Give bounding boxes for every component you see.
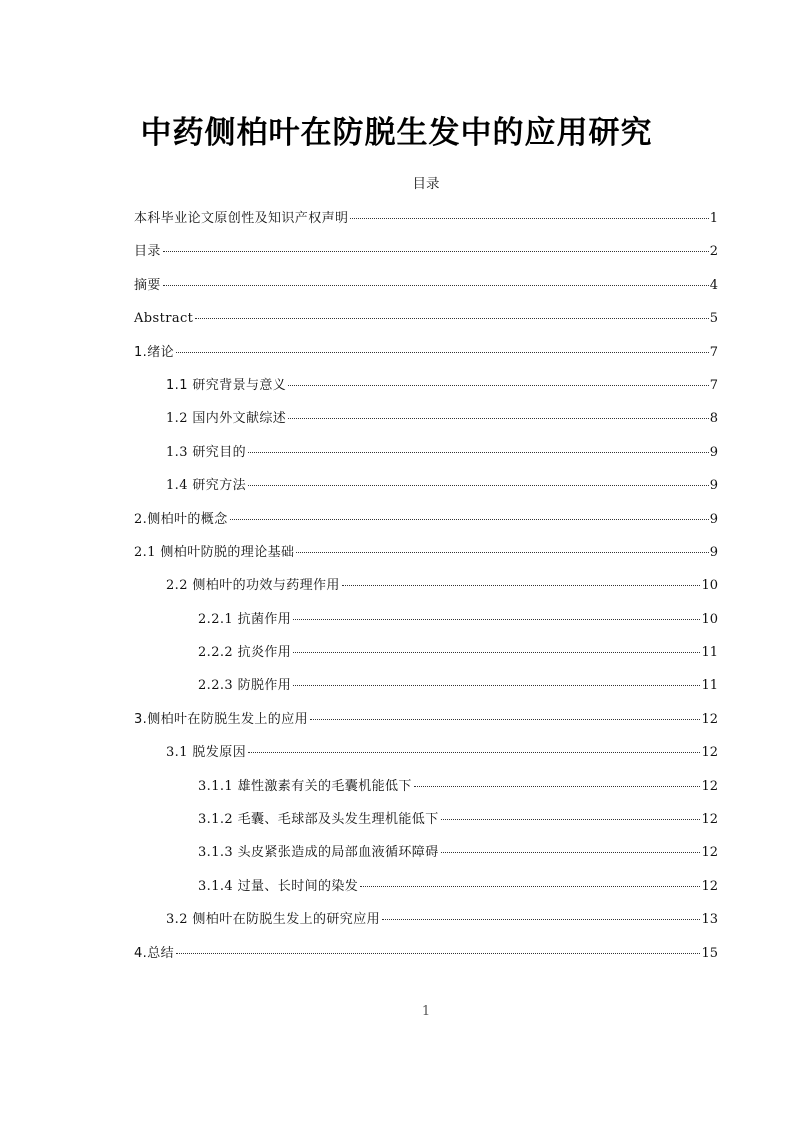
toc-dot-leader [163,285,709,286]
document-title: 中药侧柏叶在防脱生发中的应用研究 [140,114,653,151]
toc-entry[interactable] [134,607,718,640]
toc-dot-leader [288,385,709,386]
toc-entry[interactable] [134,840,718,873]
toc-entry[interactable] [134,507,718,540]
toc-dot-leader [414,786,701,787]
toc-entry[interactable] [134,640,718,673]
toc-entry-label: 3.侧柏叶在防脱生发上的应用 [134,711,309,727]
toc-entry[interactable] [134,473,718,506]
toc-dot-leader [293,652,700,653]
toc-entry[interactable] [134,807,718,840]
page-number: 1 [421,1004,431,1019]
toc-entry[interactable] [134,273,718,306]
toc-entry-page-number: 7 [709,344,718,360]
toc-entry-label: 目录 [134,244,161,260]
toc-dot-leader [382,919,700,920]
toc-dot-leader [350,218,708,219]
toc-dot-leader [230,519,709,520]
toc-entry-page-number: 5 [709,311,718,327]
toc-entry-page-number: 7 [709,377,718,393]
toc-entry[interactable] [134,774,718,807]
toc-entry-page-number: 9 [709,544,718,560]
toc-entry-label: 3.1 脱发原因 [166,745,247,761]
toc-entry-label: 2.1 侧柏叶防脱的理论基础 [134,544,295,560]
toc-entry-page-number: 12 [701,778,718,794]
toc-entry-label: 3.1.2 毛囊、毛球部及头发生理机能低下 [198,812,439,828]
toc-dot-leader [176,953,700,954]
toc-entry-label: 2.2.2 抗炎作用 [198,645,292,661]
toc-entry-page-number: 8 [709,411,718,427]
toc-entry-label: 2.2.3 防脱作用 [198,678,292,694]
toc-entry-page-number: 1 [709,211,718,226]
toc-heading: 目录 [412,176,440,192]
toc-entry-label: 1.2 国内外文献综述 [166,411,287,427]
toc-entry[interactable] [134,406,718,439]
toc-entry-label: 1.绪论 [134,344,175,360]
toc-entry-label: 本科毕业论文原创性及知识产权声明 [134,211,349,226]
table-of-contents [134,206,718,974]
toc-entry[interactable] [134,673,718,706]
toc-entry-label: 2.2 侧柏叶的功效与药理作用 [166,578,340,594]
toc-entry-page-number: 4 [709,277,718,293]
toc-entry[interactable] [134,707,718,740]
toc-entry-page-number: 2 [709,244,718,260]
toc-entry-label: 3.1.3 头皮紧张造成的局部血液循环障碍 [198,845,439,861]
toc-entry-page-number: 13 [701,912,718,928]
toc-dot-leader [288,418,709,419]
toc-dot-leader [441,819,701,820]
toc-entry[interactable] [134,874,718,907]
toc-dot-leader [310,719,700,720]
toc-dot-leader [296,552,708,553]
toc-entry-label: 1.4 研究方法 [166,478,247,494]
toc-entry-label: 2.2.1 抗菌作用 [198,611,292,627]
toc-entry-page-number: 9 [709,478,718,494]
toc-dot-leader [293,685,700,686]
toc-entry-label: 摘要 [134,277,161,293]
toc-entry-page-number: 9 [709,444,718,460]
toc-entry-page-number: 10 [701,578,718,594]
toc-entry-label: 3.1.1 雄性激素有关的毛囊机能低下 [198,778,412,794]
toc-dot-leader [195,318,708,319]
toc-entry-label: Abstract [134,311,194,327]
toc-dot-leader [360,886,700,887]
toc-entry[interactable] [134,907,718,940]
toc-dot-leader [441,852,701,853]
toc-entry[interactable] [134,306,718,339]
toc-entry-page-number: 12 [701,812,718,828]
toc-entry-page-number: 9 [709,511,718,527]
toc-entry-page-number: 15 [701,945,718,961]
toc-entry-page-number: 11 [701,678,718,694]
toc-entry-label: 2.侧柏叶的概念 [134,511,228,527]
toc-entry[interactable] [134,540,718,573]
toc-entry-label: 4.总结 [134,945,175,961]
toc-entry-page-number: 12 [701,845,718,861]
toc-entry-label: 1.1 研究背景与意义 [166,377,287,393]
toc-entry-label: 3.2 侧柏叶在防脱生发上的研究应用 [166,912,381,928]
toc-entry-page-number: 12 [701,878,718,894]
toc-dot-leader [163,251,709,252]
toc-dot-leader [176,352,709,353]
toc-dot-leader [342,585,701,586]
toc-entry[interactable] [134,340,718,373]
toc-entry-page-number: 10 [701,611,718,627]
toc-dot-leader [248,485,709,486]
toc-dot-leader [248,452,709,453]
toc-entry[interactable] [134,573,718,606]
toc-entry[interactable] [134,740,718,773]
toc-entry-page-number: 11 [701,645,718,661]
toc-entry[interactable] [134,239,718,272]
toc-dot-leader [293,619,700,620]
toc-entry-label: 1.3 研究目的 [166,444,247,460]
toc-entry-page-number: 12 [701,711,718,727]
toc-entry[interactable] [134,373,718,406]
toc-entry[interactable] [134,440,718,473]
toc-entry-label: 3.1.4 过量、长时间的染发 [198,878,359,894]
toc-dot-leader [248,752,700,753]
toc-entry[interactable] [134,941,718,974]
toc-entry-page-number: 12 [701,745,718,761]
toc-entry[interactable] [134,206,718,239]
